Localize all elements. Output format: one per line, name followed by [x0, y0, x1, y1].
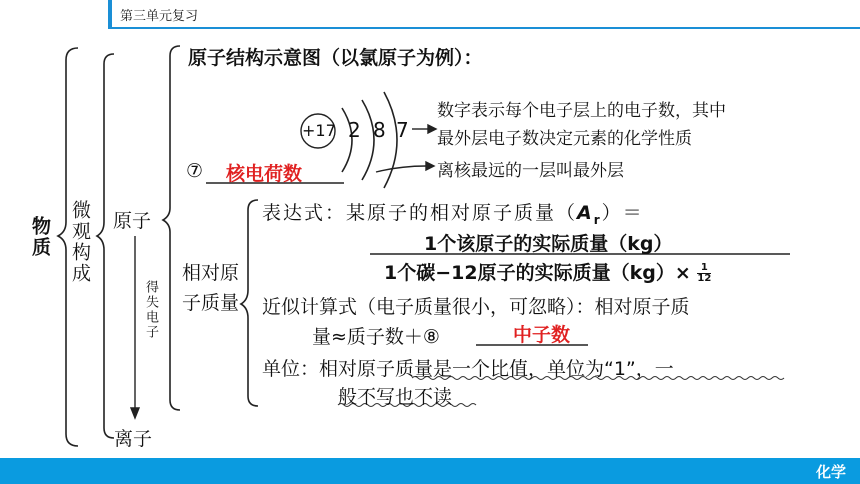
fraction-numerator: 1个该原子的实际质量（kg） — [424, 233, 673, 255]
arrow-note2 — [376, 166, 426, 172]
brace-mass — [241, 200, 258, 406]
structure-title: 原子结构示意图（以氯原子为例）： — [188, 47, 483, 69]
blank7-answer: 核电荷数 — [226, 163, 303, 185]
header-title: 第三单元复习 — [120, 9, 199, 24]
brace-atom — [163, 46, 180, 410]
small-fraction-den: 12 — [697, 273, 712, 284]
unit-line2: 般不写也不读 — [338, 386, 453, 408]
small-fraction — [697, 263, 711, 284]
rel-mass-label: 相对原子质量 — [182, 262, 240, 314]
footer-subject: 化学 — [815, 463, 846, 481]
expr-suffix: ）＝ — [601, 202, 644, 224]
level1-label: 微观构成 — [69, 200, 91, 284]
note1-line2: 最外层电子数决定元素的化学性质 — [437, 129, 692, 149]
unit-line1: 单位：相对原子质量是一个比值，单位为“1”，一 — [262, 358, 674, 380]
atom-label: 原子 — [113, 210, 152, 232]
blank8-answer: 中子数 — [513, 324, 571, 346]
approx-line2: 量≈质子数＋⑧ — [312, 326, 440, 348]
note2: 离核最远的一层叫最外层 — [437, 161, 624, 181]
fraction-denominator: 1个碳−12原子的实际质量（kg）× — [384, 262, 691, 284]
small-fraction-num: 1 — [697, 263, 711, 274]
approx-line1: 近似计算式（电子质量很小，可忽略）：相对原子质 — [262, 296, 690, 318]
expr-line — [262, 198, 644, 227]
expr-symbol: A — [577, 202, 594, 224]
expr-prefix: 表达式：某原子的相对原子质量（ — [262, 202, 578, 224]
ion-label: 离子 — [114, 428, 153, 450]
shell-count-1: 2 — [348, 118, 361, 142]
root-label: 物质 — [29, 216, 51, 258]
note1-line1: 数字表示每个电子层上的电子数，其中 — [437, 101, 726, 121]
nucleus-charge: +17 — [302, 121, 336, 140]
fraction-denominator-line — [384, 258, 711, 285]
arrow-label: 得失电子 — [143, 280, 158, 340]
expr-sub: r — [593, 212, 602, 227]
footer-bar — [0, 458, 860, 484]
shell-count-2: 8 — [373, 118, 386, 142]
blank7-number: ⑦ — [186, 160, 204, 182]
shell-count-3: 7 — [396, 118, 409, 142]
brace-level1 — [97, 54, 114, 438]
